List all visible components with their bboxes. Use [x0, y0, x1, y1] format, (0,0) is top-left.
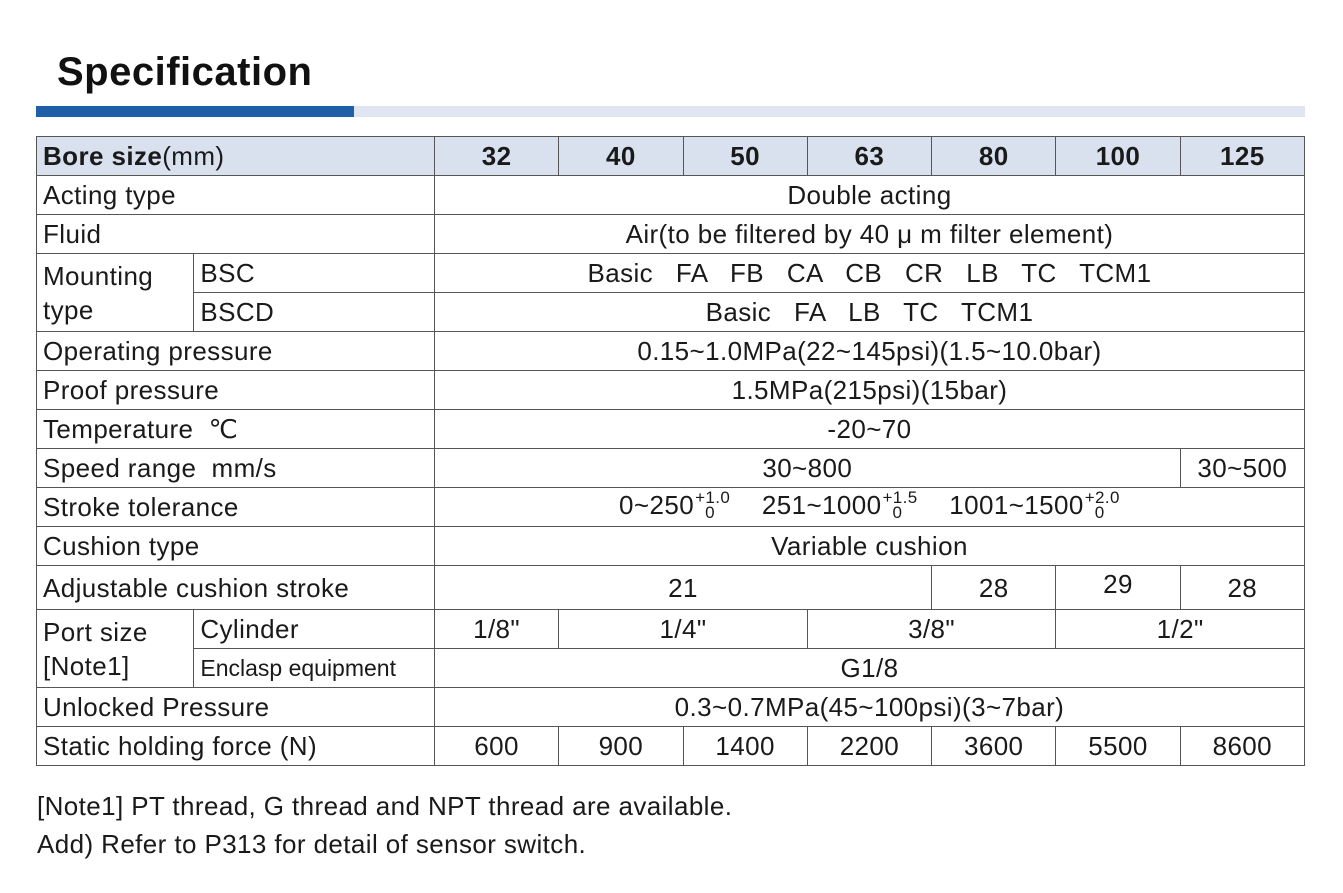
table-row-acting-type — [37, 176, 1305, 215]
table-row-adjustable-cushion-stroke — [37, 566, 1305, 610]
table-row-port-size-cylinder — [37, 610, 1305, 649]
unlocked-pressure-label: Unlocked Pressure — [37, 688, 435, 727]
footnote-note1: [Note1] PT thread, G thread and NPT thread are available. — [37, 791, 733, 821]
bore-size-80: 80 — [932, 137, 1056, 176]
holding-force-32: 600 — [434, 727, 558, 766]
bore-size-100: 100 — [1056, 137, 1180, 176]
speed-range-value-125: 30~500 — [1180, 449, 1304, 488]
bore-size-63: 63 — [807, 137, 931, 176]
temperature-value: -20~70 — [434, 410, 1304, 449]
table-row-stroke-tolerance — [37, 488, 1305, 527]
holding-force-40: 900 — [559, 727, 683, 766]
cushion-type-value: Variable cushion — [434, 527, 1304, 566]
port-size-label: Port size [Note1] — [37, 610, 194, 688]
table-row-speed-range — [37, 449, 1305, 488]
table-row-fluid — [37, 215, 1305, 254]
title-underline-track — [354, 106, 1305, 117]
holding-force-63: 2200 — [807, 727, 931, 766]
port-cylinder-32: 1/8" — [434, 610, 558, 649]
cushion-stroke-125: 28 — [1180, 566, 1304, 610]
holding-force-100: 5500 — [1056, 727, 1180, 766]
port-size-cylinder-label: Cylinder — [194, 610, 435, 649]
cushion-stroke-100: 29 — [1056, 566, 1180, 610]
table-row-temperature — [37, 410, 1305, 449]
holding-force-80: 3600 — [932, 727, 1056, 766]
table-row-mounting-bscd — [37, 293, 1305, 332]
table-row-bore-size — [37, 137, 1305, 176]
mounting-bscd-label: BSCD — [194, 293, 435, 332]
bore-size-50: 50 — [683, 137, 807, 176]
bore-size-32: 32 — [434, 137, 558, 176]
holding-force-125: 8600 — [1180, 727, 1304, 766]
acting-type-value: Double acting — [434, 176, 1304, 215]
stroke-tolerance-label: Stroke tolerance — [37, 488, 435, 527]
stroke-tolerance-value — [434, 488, 1304, 527]
bore-size-label: Bore size(mm) — [37, 137, 435, 176]
temperature-label: Temperature ℃ — [37, 410, 435, 449]
bore-size-40: 40 — [559, 137, 683, 176]
port-size-enclasp-label: Enclasp equipment — [194, 649, 435, 688]
stroke-tolerance-range-3: 1001~1500 +2.0 0 — [949, 488, 1120, 523]
unlocked-pressure-value: 0.3~0.7MPa(45~100psi)(3~7bar) — [434, 688, 1304, 727]
static-holding-force-label: Static holding force (N) — [37, 727, 435, 766]
table-row-static-holding-force — [37, 727, 1305, 766]
cushion-stroke-80: 28 — [932, 566, 1056, 610]
operating-pressure-value: 0.15~1.0MPa(22~145psi)(1.5~10.0bar) — [434, 332, 1304, 371]
fluid-value: Air(to be filtered by 40 μ m filter element) — [434, 215, 1304, 254]
port-enclasp-value: G1/8 — [434, 649, 1304, 688]
operating-pressure-label: Operating pressure — [37, 332, 435, 371]
fluid-label: Fluid — [37, 215, 435, 254]
page-title: Specification — [57, 50, 313, 94]
bore-size-125: 125 — [1180, 137, 1304, 176]
proof-pressure-label: Proof pressure — [37, 371, 435, 410]
cushion-stroke-32-63: 21 — [434, 566, 931, 610]
table-row-cushion-type — [37, 527, 1305, 566]
table-row-mounting-bsc — [37, 254, 1305, 293]
port-cylinder-40-50: 1/4" — [559, 610, 808, 649]
table-row-proof-pressure — [37, 371, 1305, 410]
proof-pressure-value: 1.5MPa(215psi)(15bar) — [434, 371, 1304, 410]
port-cylinder-100-125: 1/2" — [1056, 610, 1305, 649]
stroke-tolerance-range-2: 251~1000 +1.5 0 — [761, 488, 918, 523]
table-row-port-size-enclasp — [37, 649, 1305, 688]
mounting-bsc-label: BSC — [194, 254, 435, 293]
footnote-sensor-switch: Add) Refer to P313 for detail of sensor switch. — [37, 829, 587, 859]
adjustable-cushion-stroke-label: Adjustable cushion stroke — [37, 566, 435, 610]
speed-range-label: Speed range mm/s — [37, 449, 435, 488]
speed-range-value-32-100: 30~800 — [434, 449, 1180, 488]
specification-table — [36, 136, 1305, 766]
cushion-type-label: Cushion type — [37, 527, 435, 566]
acting-type-label: Acting type — [37, 176, 435, 215]
table-row-unlocked-pressure — [37, 688, 1305, 727]
port-cylinder-63-80: 3/8" — [807, 610, 1056, 649]
title-underline-accent — [36, 106, 354, 117]
table-row-operating-pressure — [37, 332, 1305, 371]
stroke-tolerance-range-1: 0~250 +1.0 0 — [619, 488, 731, 523]
mounting-bsc-value: Basic FA FB CA CB CR LB TC TCM1 — [434, 254, 1304, 293]
holding-force-50: 1400 — [683, 727, 807, 766]
mounting-type-label: Mounting type — [37, 254, 194, 332]
mounting-bscd-value: Basic FA LB TC TCM1 — [434, 293, 1304, 332]
